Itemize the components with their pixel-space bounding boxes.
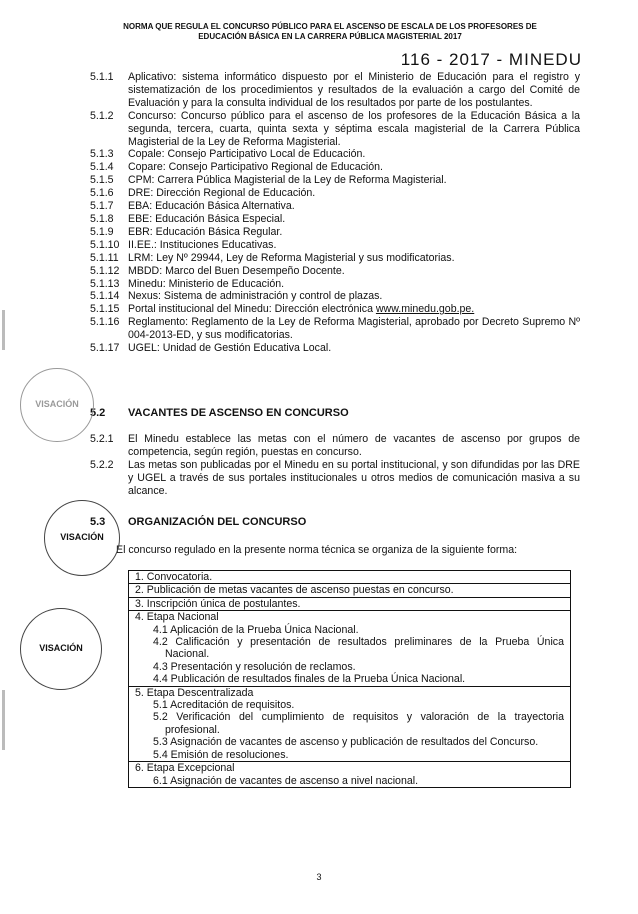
- definition-item: [90, 316, 580, 342]
- definition-text-body: Aplicativo: sistema informático dispuesto por el Ministerio de Educación para el registro y sistematización de los procedimientos y resultados de la evaluación a cargo del Comité de Evaluación y para la consulta individual de los resultados por parte de los postulantes.: [128, 71, 580, 109]
- definition-text-body: EBE: Educación Básica Especial.: [128, 212, 286, 225]
- definition-number: 5.1.3: [90, 148, 114, 161]
- definition-number: 5.1.12: [90, 264, 120, 277]
- definition-number: 5.1.11: [90, 251, 119, 264]
- definition-number: 5.1.10: [90, 238, 120, 251]
- substage-label: 4.4 Publicación de resultados finales de la Prueba Única Nacional.: [153, 673, 466, 686]
- table-row: [129, 611, 570, 686]
- definition-text: [128, 226, 580, 239]
- substage-label: 5.3 Asignación de vacantes de ascenso y publicación de resultados del Concurso.: [153, 736, 539, 749]
- section-5-3-intro: El concurso regulado en la presente norma técnica se organiza de la siguiente forma:: [116, 544, 518, 556]
- definition-item: [90, 265, 580, 278]
- definition-text-body: Minedu: Ministerio de Educación.: [128, 277, 285, 290]
- definition-item: [90, 187, 580, 200]
- substage-label: 4.3 Presentación y resolución de reclamos.: [153, 660, 356, 673]
- list-item: [90, 459, 580, 498]
- stage-label: 4. Etapa Nacional: [135, 611, 219, 624]
- definition-item: [90, 71, 580, 110]
- definition-text-body: Nexus: Sistema de administración y control de plazas.: [128, 290, 383, 303]
- section-5-2-heading: [90, 407, 349, 419]
- table-row: [129, 584, 570, 597]
- header-line-2: EDUCACIÓN BÁSICA EN LA CARRERA PÚBLICA MAGISTERIAL 2017: [198, 32, 462, 41]
- definition-item: [90, 213, 580, 226]
- scan-edge-mark: [2, 310, 5, 350]
- item-text: El Minedu establece las metas con el número de vacantes de ascenso por grupos de competencia, según región, puestas en concurso.: [128, 433, 580, 458]
- definition-text-body: II.EE.: Instituciones Educativas.: [128, 238, 277, 251]
- definition-item: [90, 278, 580, 291]
- definition-item: [90, 200, 580, 213]
- stage-label: 6. Etapa Excepcional: [135, 762, 235, 775]
- definition-item: [90, 226, 580, 239]
- definition-number: 5.1.17: [90, 342, 120, 355]
- official-seal: [44, 500, 120, 576]
- definition-text: [128, 71, 580, 110]
- section-5-2-items: [90, 433, 580, 498]
- definition-text-body: Copare: Consejo Participativo Regional de Educación.: [128, 161, 383, 174]
- stage-label: 5. Etapa Descentralizada: [135, 686, 254, 699]
- definition-item: [90, 239, 580, 252]
- definition-number: 5.1.13: [90, 277, 120, 290]
- document-header: [60, 22, 600, 42]
- definition-item: [90, 161, 580, 174]
- table-row: [129, 762, 570, 787]
- item-text: Las metas son publicadas por el Minedu en su portal institucional, y son difundidas por las DRE y UGEL a través de sus portales institucionales u otros medios de comunicación masiva a su alcance.: [128, 458, 580, 497]
- definition-number: 5.1.7: [90, 200, 114, 213]
- table-row: [129, 687, 570, 762]
- definition-text: [128, 342, 580, 355]
- definition-text: [128, 290, 580, 303]
- scan-edge-mark: [2, 690, 5, 750]
- definition-number: 5.1.9: [90, 225, 114, 238]
- definition-number: 5.1.1: [90, 71, 114, 83]
- resolution-stamp: 116 - 2017 - MINEDU: [400, 50, 582, 69]
- definition-text-body: EBR: Educación Básica Regular.: [128, 225, 283, 238]
- definition-text: [128, 200, 580, 213]
- definition-text-body: CPM: Carrera Pública Magisterial de la Ley de Reforma Magisterial.: [128, 174, 447, 187]
- substage-label: 4.2 Calificación y presentación de resultados preliminares de la Prueba Única Nacional.: [153, 636, 564, 661]
- definition-text-body: Portal institucional del Minedu: Dirección electrónica: [128, 303, 376, 316]
- seal-text: VISACIÓN: [39, 642, 83, 653]
- table-row: [129, 598, 570, 611]
- official-seal-faded: [20, 368, 94, 442]
- page-number: 3: [316, 872, 322, 882]
- definition-text-body: DRE: Dirección Regional de Educación.: [128, 187, 316, 200]
- definition-item: [90, 174, 580, 187]
- stage-label: 2. Publicación de metas vacantes de ascenso puestas en concurso.: [135, 584, 454, 597]
- definition-text-body: MBDD: Marco del Buen Desempeño Docente.: [128, 264, 345, 277]
- definition-text: [128, 148, 580, 161]
- definition-text: [128, 161, 580, 174]
- table-row: [129, 571, 570, 584]
- definition-text-body: Copale: Consejo Participativo Local de Educación.: [128, 148, 366, 161]
- section-number: 5.3: [90, 516, 106, 528]
- section-number: 5.2: [90, 407, 106, 419]
- definition-text: [128, 278, 580, 291]
- header-line-1: NORMA QUE REGULA EL CONCURSO PÚBLICO PARA EL ASCENSO DE ESCALA DE LOS PROFESORES DE: [123, 22, 537, 31]
- substage-label: 4.1 Aplicación de la Prueba Única Nacional.: [153, 623, 359, 636]
- definition-item: [90, 303, 580, 316]
- definition-number: 5.1.16: [90, 316, 120, 329]
- substage-label: 5.4 Emisión de resoluciones.: [153, 748, 289, 761]
- definition-number: 5.1.15: [90, 303, 120, 316]
- definition-number: 5.1.2: [90, 109, 114, 122]
- substage-label: 6.1 Asignación de vacantes de ascenso a nivel nacional.: [153, 774, 419, 787]
- seal-text: VISACIÓN: [60, 532, 104, 543]
- definitions-list: [90, 71, 580, 355]
- portal-link[interactable]: www.minedu.gob.pe.: [375, 303, 475, 316]
- stage-label: 1. Convocatoria.: [135, 571, 213, 583]
- definition-text: [128, 187, 580, 200]
- definition-number: 5.1.8: [90, 212, 114, 225]
- definition-item: [90, 290, 580, 303]
- seal-text: VISACIÓN: [35, 399, 79, 410]
- substage-label: 5.1 Acreditación de requisitos.: [153, 699, 295, 712]
- definition-text-body: Concurso: Concurso público para el ascenso de los profesores de la Educación Básica a la segunda, tercera, cuarta, quinta sexta y séptima escala magisterial de la Carrera Pública Magisterial de la Ley de Reforma Magisterial.: [128, 109, 580, 148]
- definition-item: [90, 252, 580, 265]
- section-title: ORGANIZACIÓN DEL CONCURSO: [128, 516, 307, 528]
- list-item: [90, 433, 580, 459]
- stage-label: 3. Inscripción única de postulantes.: [135, 597, 301, 610]
- definition-number: 5.1.4: [90, 161, 114, 174]
- definition-text-body: UGEL: Unidad de Gestión Educativa Local.: [128, 342, 332, 355]
- definition-number: 5.1.14: [90, 290, 120, 303]
- definition-number: 5.1.6: [90, 187, 114, 200]
- definition-text: [128, 239, 580, 252]
- definition-item: [90, 342, 580, 355]
- section-title: VACANTES DE ASCENSO EN CONCURSO: [128, 407, 349, 419]
- definition-text-body: EBA: Educación Básica Alternativa.: [128, 200, 295, 213]
- substage-label: 5.2 Verificación del cumplimiento de requisitos y valoración de la trayectoria profesional.: [153, 711, 564, 736]
- definition-text: [128, 265, 580, 278]
- definition-text: [128, 316, 580, 342]
- definition-number: 5.1.5: [90, 174, 114, 187]
- item-number: 5.2.1: [90, 433, 114, 445]
- definition-text: [128, 110, 580, 149]
- official-seal: [20, 608, 102, 690]
- section-5-3-heading: [90, 516, 306, 528]
- definition-item: [90, 148, 580, 161]
- definition-item: [90, 110, 580, 149]
- definition-text: [128, 303, 580, 316]
- definition-text: [128, 213, 580, 226]
- definition-text-body: LRM: Ley Nº 29944, Ley de Reforma Magisterial y sus modificatorias.: [128, 251, 455, 264]
- definition-text: [128, 252, 580, 265]
- item-number: 5.2.2: [90, 458, 114, 471]
- definition-text-body: Reglamento: Reglamento de la Ley de Reforma Magisterial, aprobado por Decreto Supremo Nº 004-2013-ED, y sus modificatorias.: [128, 316, 580, 342]
- definition-text: [128, 174, 580, 187]
- stages-table: [128, 570, 571, 788]
